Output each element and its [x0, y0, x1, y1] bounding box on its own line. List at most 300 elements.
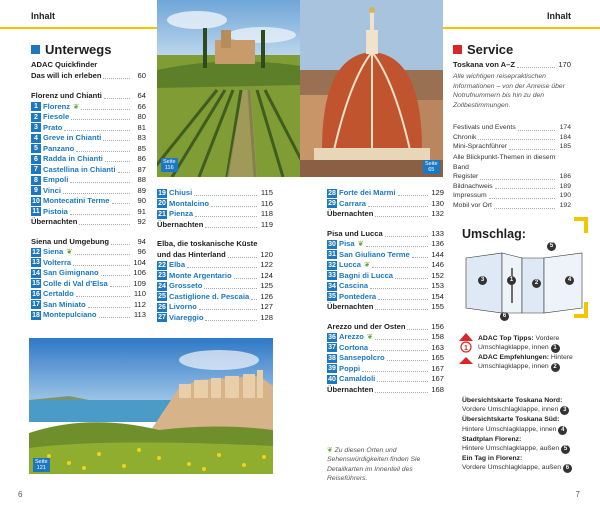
entry-page: 116: [260, 198, 273, 208]
toc-entry[interactable]: [31, 289, 146, 300]
map-note-title: Ein Tag in Florenz:: [462, 454, 523, 462]
entry-number: 15: [32, 280, 40, 288]
dots: [251, 294, 257, 300]
dots: [103, 135, 130, 141]
overnight-entry[interactable]: [327, 209, 444, 220]
service-entry-page: 186: [559, 173, 571, 181]
dots: [63, 188, 130, 194]
toc-entry[interactable]: [31, 186, 146, 197]
top-tipps-text: Vordere Umschlagklappe, innen: [478, 335, 560, 352]
entry-page: 88: [137, 175, 146, 184]
dots: [75, 249, 130, 255]
service-entry-page: 192: [559, 201, 571, 209]
toc-entry[interactable]: [327, 271, 444, 282]
map-note: [462, 454, 578, 473]
toc-entry[interactable]: [31, 133, 146, 144]
page-number-right: 7: [575, 490, 580, 499]
map-leaf-icon: ❦: [363, 260, 371, 269]
spacer: [327, 313, 444, 322]
toc-entry[interactable]: [31, 247, 146, 258]
service-entry[interactable]: [453, 172, 571, 182]
dots: [101, 270, 130, 276]
toc-entry[interactable]: [31, 154, 146, 165]
map-note: [462, 415, 578, 434]
toc-entry[interactable]: [327, 260, 444, 271]
toc-entry[interactable]: [157, 292, 273, 303]
entry-page: 66: [137, 101, 146, 111]
toc-entry[interactable]: [31, 207, 146, 218]
toc-column-2: [157, 188, 273, 323]
dots: [375, 334, 428, 340]
dots: [368, 201, 428, 207]
dots: [407, 324, 428, 330]
entry-number: 23: [158, 272, 166, 280]
entry-number: 3: [31, 123, 41, 132]
dots: [76, 291, 130, 297]
header-right-rule: [443, 27, 600, 29]
spacer: [31, 228, 146, 237]
toc-entry[interactable]: [157, 271, 273, 282]
entry-label: Montepulciano: [43, 310, 97, 319]
dots: [518, 125, 555, 131]
entry-label: Carrara: [339, 198, 367, 208]
entry-number: 25: [158, 293, 166, 301]
toc-entry[interactable]: [327, 188, 444, 199]
entry-label: Pisa: [339, 239, 355, 248]
dots: [118, 167, 130, 173]
group-heading[interactable]: [327, 322, 444, 333]
toc-entry[interactable]: [327, 281, 444, 292]
coast-photo: [29, 338, 273, 474]
toc-entry[interactable]: [157, 313, 273, 324]
group-title: Arezzo und der Osten: [327, 321, 406, 331]
entry-page: 163: [431, 342, 444, 352]
entry-label: Livorno: [169, 302, 197, 311]
dots: [480, 174, 555, 180]
toc-entry[interactable]: [31, 112, 146, 123]
entry-number: 35: [328, 293, 336, 301]
entry-label: Cortona: [339, 342, 369, 352]
entry-label: Castellina in Chianti: [43, 164, 116, 174]
dots: [76, 146, 130, 152]
entry-page: 115: [260, 188, 273, 197]
dots: [370, 345, 428, 351]
group-page: 64: [137, 91, 146, 100]
entry-label: San Giuliano Terme: [339, 249, 410, 259]
toc-entry[interactable]: [157, 260, 273, 271]
entry-number: 7: [31, 165, 41, 174]
overnight-entry-page: 119: [260, 219, 273, 229]
top-tipps-title: ADAC Top Tipps:: [478, 335, 534, 342]
service-entry[interactable]: [453, 182, 571, 192]
service-list-a: [453, 123, 571, 152]
dome-page-badge[interactable]: [423, 160, 440, 174]
entry-label: Cascina: [339, 281, 369, 290]
empfehlungen-text: Hintere Umschlagklappe, innen: [478, 354, 573, 371]
entry-label: Colle di Val d'Elsa: [43, 278, 108, 288]
service-square-icon: [453, 45, 462, 54]
dots: [234, 273, 257, 279]
group-title: Florenz und Chianti: [31, 91, 102, 100]
vineyard-page-badge[interactable]: [161, 158, 178, 172]
entry-page: 104: [133, 257, 146, 267]
spacer: [157, 230, 273, 239]
toc-entry[interactable]: [31, 258, 146, 269]
entry-label: Pistoia: [43, 206, 68, 216]
service-blickpunkt-text: Alle Blickpunkt-Themen in diesem Band: [453, 154, 556, 171]
service-entry[interactable]: [453, 123, 571, 133]
dots: [509, 144, 555, 150]
toc-entry[interactable]: [31, 196, 146, 207]
group-title: und das Hinterland: [157, 249, 226, 259]
service-heading: [453, 42, 513, 57]
top-tipps-badge: 1: [551, 344, 560, 353]
cover-panel-badge: 3: [478, 276, 487, 285]
dots: [64, 125, 130, 131]
service-entry-label: Impressum: [453, 192, 487, 200]
cover-panel-badge: 2: [532, 279, 541, 288]
map-note-title: Stadtplan Florenz:: [462, 435, 522, 443]
entry-page: 96: [137, 247, 146, 256]
toc-entry[interactable]: [327, 292, 444, 303]
entry-number: 8: [31, 176, 41, 185]
group-heading[interactable]: [157, 250, 273, 261]
dots: [228, 252, 257, 258]
coast-page-badge[interactable]: [33, 458, 50, 472]
coast-seite-label: Seite: [35, 459, 48, 465]
entry-label: Castiglione d. Pescaia: [169, 291, 250, 301]
overnight-entry-label: Übernachten: [31, 217, 78, 226]
map-notes: [462, 396, 578, 473]
service-title: Service: [467, 42, 514, 57]
entry-number: 11: [32, 208, 40, 216]
header-left: [0, 0, 157, 28]
dots: [385, 231, 428, 237]
vineyard-photo: [157, 0, 300, 177]
map-note-text: Vordere Umschlagklappe, innen: [462, 406, 559, 414]
toc-entry[interactable]: [327, 250, 444, 261]
dots: [103, 73, 130, 79]
entry-page: 154: [431, 291, 444, 301]
toc-entry[interactable]: [31, 268, 146, 279]
entry-number: 20: [158, 200, 166, 208]
empfehlungen-note: [478, 353, 578, 372]
entry-page: 122: [260, 260, 273, 269]
unterwegs-square-icon: [31, 45, 40, 54]
group-page: 120: [260, 249, 273, 259]
map-note-badge: 5: [561, 445, 570, 454]
entry-number: 17: [32, 301, 40, 309]
entry-label: Pontedera: [339, 291, 377, 301]
dots: [494, 203, 555, 209]
vineyard-seite-label: Seite: [163, 159, 176, 165]
service-blickpunkt[interactable]: [453, 153, 571, 172]
entry-label: Volterra: [43, 257, 72, 267]
entry-page: 90: [137, 196, 146, 205]
entry-number: 27: [158, 314, 166, 322]
entry-page: 112: [133, 299, 146, 309]
toc-column-3: [327, 188, 444, 404]
entry-page: 129: [431, 188, 444, 197]
toc-entry[interactable]: [327, 353, 444, 364]
service-a-z-label: Toskana von A–Z: [453, 60, 516, 69]
quickfinder-entry-page: 60: [137, 70, 146, 80]
entry-number: 38: [328, 354, 336, 362]
detailmap-note: [327, 446, 444, 483]
dots: [375, 387, 428, 393]
entry-number: 29: [328, 200, 336, 208]
entry-label: Forte dei Marmi: [339, 188, 396, 197]
dots: [377, 376, 428, 382]
dome-seite-page: 65: [428, 167, 435, 173]
unterwegs-title: Unterwegs: [45, 42, 112, 57]
service-entry[interactable]: [453, 201, 571, 211]
entry-number: 6: [31, 155, 41, 164]
entry-number: 22: [158, 261, 166, 269]
group-page: 133: [431, 228, 444, 238]
toc-entry[interactable]: [31, 144, 146, 155]
entry-number: 34: [328, 282, 336, 290]
dots: [362, 366, 428, 372]
overnight-entry-page: 92: [137, 217, 146, 226]
entry-label: Vinci: [43, 185, 62, 195]
map-leaf-icon: ❦: [366, 332, 374, 341]
cover-panel-badge: 4: [565, 276, 574, 285]
entry-number: 37: [328, 344, 336, 352]
entry-label: Montecatini Terme: [43, 196, 110, 205]
quickfinder-entry-label: Das will ich erleben: [31, 70, 102, 80]
toc-entry[interactable]: [157, 281, 273, 292]
entry-number: 30: [328, 240, 336, 248]
toc-entry[interactable]: [31, 175, 146, 186]
entry-page: 83: [137, 133, 146, 142]
entry-number: 39: [328, 365, 336, 373]
service-entry-page: 185: [559, 143, 571, 151]
service-description: Alle wichtigen reisepraktischen Informationen – von der Anreise über Notrufnummern bis hin zu den Zollbestimmungen.: [453, 73, 565, 109]
entry-page: 85: [137, 143, 146, 153]
group-title: Pisa und Lucca: [327, 228, 383, 238]
overnight-entry[interactable]: [327, 385, 444, 396]
entry-label: Chiusi: [169, 188, 193, 197]
entry-label: Certaldo: [43, 289, 74, 298]
group-page: 94: [137, 236, 146, 246]
entry-page: 128: [260, 312, 273, 322]
entry-label: Greve in Chianti: [43, 133, 102, 142]
dots: [395, 273, 428, 279]
toc-entry[interactable]: [157, 188, 273, 199]
dots: [372, 262, 428, 268]
dots: [111, 239, 130, 245]
overnight-entry[interactable]: [157, 220, 273, 231]
quickfinder-entry[interactable]: [31, 71, 146, 82]
spacer: [31, 321, 146, 330]
overnight-entry-label: Übernachten: [327, 209, 374, 218]
dots: [375, 211, 428, 217]
toc-entry[interactable]: [31, 300, 146, 311]
dots: [112, 198, 130, 204]
entry-number: 10: [32, 197, 40, 205]
entry-number: 9: [31, 186, 41, 195]
entry-page: 110: [133, 289, 146, 298]
header-right: [443, 0, 600, 28]
service-entry-page: 174: [559, 124, 571, 132]
entry-page: 167: [431, 374, 444, 383]
entry-label: Viareggio: [169, 312, 204, 322]
service-entry-page: 184: [559, 133, 571, 141]
spacer: [31, 81, 146, 91]
dots: [495, 183, 555, 189]
detailmap-note-text: Zu diesen Orten und Sehenswürdigkeiten finden Sie Detailkarten im Innenteil des Reiseführers.: [327, 447, 421, 482]
entry-page: 86: [137, 154, 146, 163]
entry-number: 13: [32, 259, 40, 267]
service-a-z-page: 170: [558, 60, 571, 69]
entry-number: 33: [328, 272, 336, 280]
entry-number: 5: [31, 144, 41, 153]
header-right-label: Inhalt: [547, 11, 571, 21]
dots: [378, 294, 428, 300]
toc-entry[interactable]: [31, 165, 146, 176]
map-note-title: Übersichtskarte Toskana Nord:: [462, 397, 563, 404]
map-note-badge: 4: [558, 426, 567, 435]
toc-entry[interactable]: [157, 302, 273, 313]
cover-marker-badge: 5: [547, 242, 556, 251]
overnight-entry-page: 168: [431, 384, 444, 394]
entry-number: 31: [328, 251, 336, 259]
group-heading[interactable]: [327, 229, 444, 240]
spacer: [327, 220, 444, 229]
map-note-text: Hintere Umschlagklappe, innen: [462, 425, 557, 433]
entry-label: Poppi: [339, 363, 361, 373]
empfehlungen-title: ADAC Empfehlungen:: [478, 354, 549, 361]
dots: [81, 104, 130, 110]
entry-page: 91: [137, 206, 146, 216]
toc-entry[interactable]: [327, 364, 444, 375]
cover-diagram: [462, 213, 588, 328]
toc-entry[interactable]: [327, 239, 444, 250]
entry-number: 4: [31, 134, 41, 143]
entry-label: Camaldoli: [339, 374, 376, 383]
toc-entry[interactable]: [157, 199, 273, 210]
toc-column-1: [31, 60, 146, 330]
entry-number: 14: [32, 269, 40, 277]
entry-number: 21: [158, 210, 166, 218]
service-entry[interactable]: [453, 142, 571, 152]
dots: [366, 241, 428, 247]
dots: [105, 156, 130, 162]
dots: [398, 190, 428, 196]
toc-entry[interactable]: [327, 199, 444, 210]
dome-photo: [300, 0, 443, 177]
umschlag-title: Umschlag:: [462, 227, 526, 241]
dots: [204, 283, 257, 289]
entry-label: Siena: [43, 247, 64, 256]
entry-number: 24: [158, 282, 166, 290]
service-heading-row[interactable]: [453, 60, 571, 71]
dots: [517, 62, 555, 68]
map-leaf-icon: ❦: [66, 247, 73, 256]
toc-entry[interactable]: [327, 374, 444, 385]
map-note-badge: 3: [560, 406, 569, 415]
entry-number: 32: [328, 261, 336, 269]
service-entry-label: Bildnachweis: [453, 182, 493, 190]
entry-number: 19: [158, 189, 166, 197]
entry-label: San Gimignano: [43, 268, 99, 277]
map-leaf-icon: ❦: [357, 239, 364, 248]
entry-page: 89: [137, 185, 146, 195]
dots: [370, 283, 428, 289]
entry-number: 28: [328, 189, 336, 197]
entry-label: Bagni di Lucca: [339, 270, 394, 280]
entry-label: Sansepolcro: [339, 353, 385, 362]
entry-page: 81: [137, 122, 146, 132]
dots: [412, 252, 428, 258]
entry-label: Panzano: [43, 143, 75, 153]
entry-label: Fiesole: [43, 112, 70, 121]
dots: [194, 190, 257, 196]
map-note-badge: 6: [563, 464, 572, 473]
toc-entry[interactable]: [31, 310, 146, 321]
overnight-entry[interactable]: [31, 217, 146, 228]
service-entry-label: Mobil vor Ort: [453, 201, 492, 209]
toc-entry[interactable]: [157, 209, 273, 220]
group-heading[interactable]: [31, 237, 146, 248]
entry-label: Elba: [169, 260, 186, 269]
entry-number: 1: [31, 102, 41, 111]
service-entry-page: 189: [559, 182, 571, 190]
top-tipp-marker-icon: [459, 333, 473, 378]
service-entry[interactable]: [453, 191, 571, 201]
entry-page: 124: [260, 270, 273, 280]
overnight-entry-page: 155: [431, 302, 444, 311]
map-note: [462, 396, 578, 415]
entry-label: Pienza: [169, 209, 194, 218]
dots: [205, 222, 257, 228]
toc-entry[interactable]: [31, 123, 146, 134]
page-number-left: 6: [18, 490, 23, 499]
entry-page: 126: [260, 291, 273, 301]
group-heading[interactable]: [31, 91, 146, 102]
entry-label: Lucca: [339, 260, 361, 269]
entry-number: 40: [328, 375, 336, 383]
service-entry-page: 190: [559, 192, 571, 200]
dots: [205, 315, 257, 321]
overnight-entry[interactable]: [327, 302, 444, 313]
service-entry-label: Register: [453, 173, 479, 181]
entry-number: 26: [158, 303, 166, 311]
map-note-title: Übersichtskarte Toskana Süd:: [462, 416, 560, 424]
entry-page: 146: [431, 260, 444, 269]
service-entry[interactable]: [453, 133, 571, 143]
entry-page: 136: [431, 239, 444, 248]
toc-entry[interactable]: [31, 102, 146, 113]
entry-label: Prato: [43, 122, 63, 132]
entry-label: Montalcino: [169, 198, 210, 208]
dots: [73, 260, 130, 266]
dots: [110, 281, 130, 287]
map-leaf-icon: ❦: [73, 101, 80, 111]
dots: [88, 302, 130, 308]
group-page: 156: [431, 321, 444, 331]
dots: [70, 209, 130, 215]
toc-entry[interactable]: [327, 343, 444, 354]
toc-entry[interactable]: [31, 279, 146, 290]
dots: [187, 262, 257, 268]
entry-number: 2: [31, 113, 41, 122]
toc-entry[interactable]: [327, 332, 444, 343]
entry-page: 152: [431, 270, 444, 280]
dots: [79, 219, 130, 225]
entry-page: 106: [133, 268, 146, 277]
